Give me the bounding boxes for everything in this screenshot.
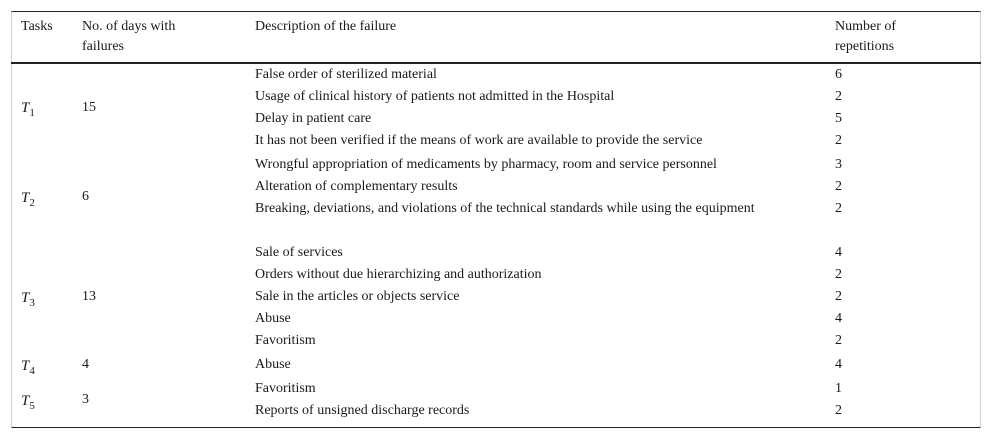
task-label: $T_4$	[21, 358, 35, 377]
repetition-count: 4	[835, 357, 842, 372]
repetition-count: 4	[835, 311, 842, 326]
failure-description: Alteration of complementary results	[255, 179, 458, 194]
repetition-count: 2	[835, 403, 842, 418]
failure-description: Wrongful appropriation of medicaments by pharmacy, room and service personnel	[255, 157, 717, 172]
failure-description: Favoritism	[255, 381, 316, 396]
failure-description: It has not been verified if the means of work are available to provide the service	[255, 133, 703, 148]
days-value: 15	[82, 100, 96, 115]
days-value: 4	[82, 357, 89, 372]
failure-description: Orders without due hierarchizing and authorization	[255, 267, 542, 282]
repetition-count: 3	[835, 157, 842, 172]
failure-description: Sale of services	[255, 245, 343, 260]
days-value: 13	[82, 289, 96, 304]
header-rule	[11, 62, 981, 64]
failure-description: False order of sterilized material	[255, 67, 437, 82]
repetition-count: 2	[835, 333, 842, 348]
task-label: $T_5$	[21, 393, 35, 412]
failure-description: Abuse	[255, 311, 291, 326]
failure-description: Reports of unsigned discharge records	[255, 403, 470, 418]
days-value: 3	[82, 392, 89, 407]
repetition-count: 2	[835, 89, 842, 104]
repetition-count: 6	[835, 67, 842, 82]
failure-description: Sale in the articles or objects service	[255, 289, 460, 304]
repetition-count: 2	[835, 267, 842, 282]
repetition-count: 2	[835, 201, 842, 216]
repetition-count: 2	[835, 289, 842, 304]
header-days: No. of days with failures	[82, 19, 176, 54]
header-tasks: Tasks	[21, 19, 53, 34]
failure-description: Usage of clinical history of patients not admitted in the Hospital	[255, 89, 615, 104]
repetition-count: 2	[835, 133, 842, 148]
failure-description: Favoritism	[255, 333, 316, 348]
task-label: $T_2$	[21, 190, 35, 209]
days-value: 6	[82, 189, 89, 204]
failure-description: Abuse	[255, 357, 291, 372]
repetition-count: 2	[835, 179, 842, 194]
repetition-count: 1	[835, 381, 842, 396]
header-repetitions: Number of repetitions	[835, 19, 897, 54]
failure-description: Delay in patient care	[255, 111, 372, 126]
task-label: $T_1$	[21, 100, 35, 119]
header-description: Description of the failure	[255, 19, 397, 34]
repetition-count: 4	[835, 245, 842, 260]
failure-description: Breaking, deviations, and violations of the technical standards while using the equipment	[255, 201, 755, 216]
task-label: $T_3$	[21, 290, 35, 309]
repetition-count: 5	[835, 111, 842, 126]
